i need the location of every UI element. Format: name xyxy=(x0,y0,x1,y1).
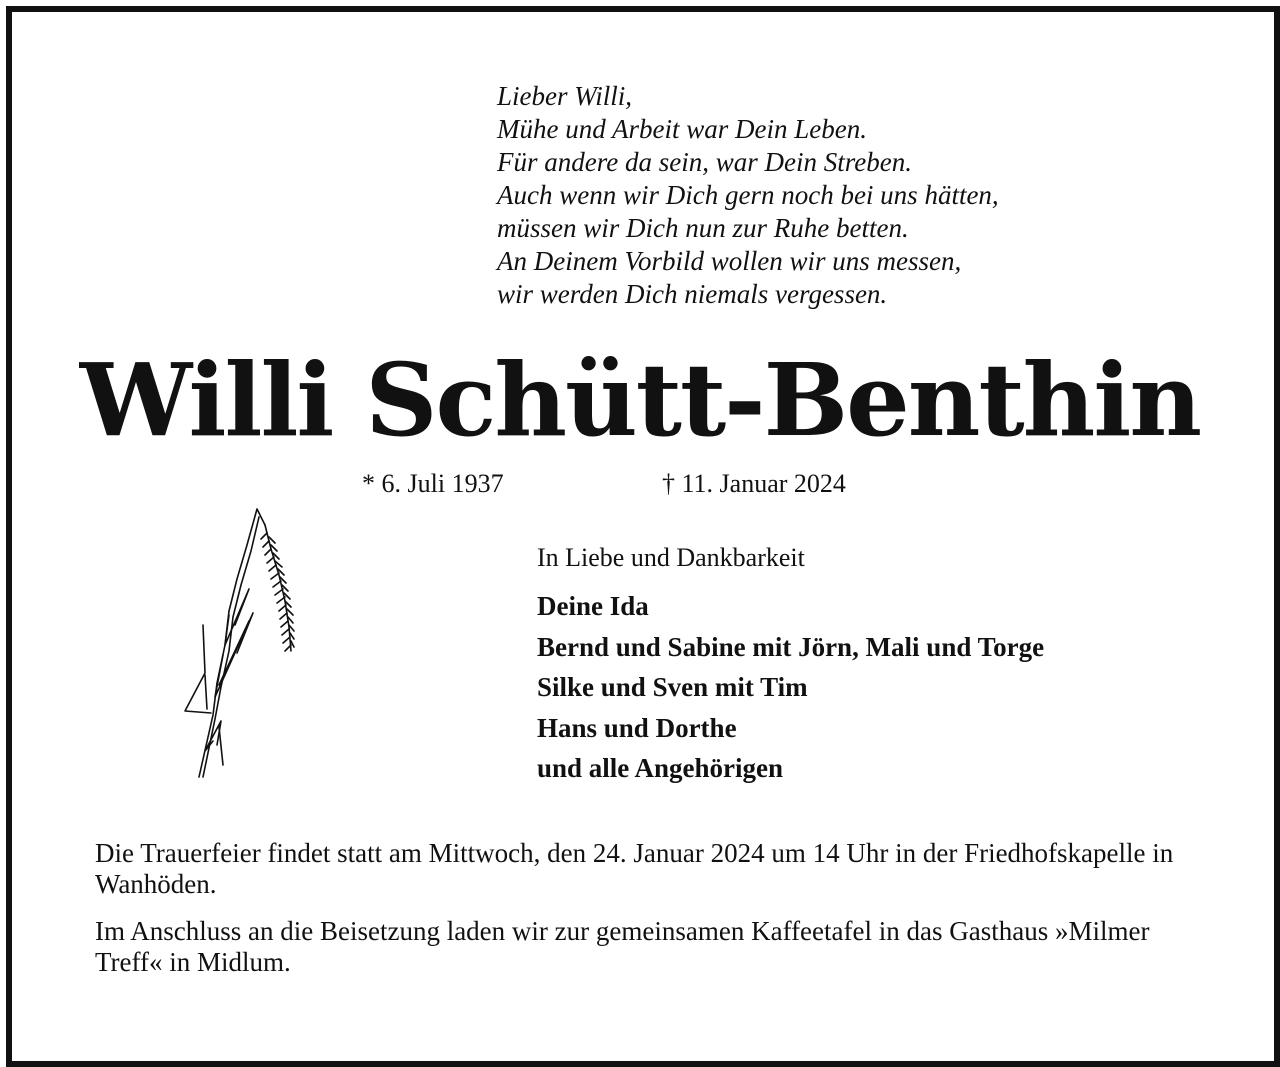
deceased-name: Willi Schütt-Benthin xyxy=(79,341,1201,459)
funeral-notice: Die Trauerfeier findet statt am Mittwoch, den 24. Januar 2024 um 14 Uhr in der Friedhofskapelle in Wanhöden. xyxy=(95,838,1174,899)
family-member: Hans und Dorthe xyxy=(537,712,737,743)
family-intro: In Liebe und Dankbarkeit xyxy=(537,543,805,572)
family-member: Deine Ida xyxy=(537,591,649,621)
poem-line: Für andere da sein, war Dein Streben. xyxy=(497,147,912,177)
poem-line: wir werden Dich niemals vergessen. xyxy=(497,279,888,309)
poem-line: An Deinem Vorbild wollen wir uns messen, xyxy=(497,246,962,276)
family-section xyxy=(537,540,1044,789)
death-date: † 11. Januar 2024 xyxy=(662,469,846,498)
grass-stalk-icon xyxy=(175,505,305,785)
poem-line: Mühe und Arbeit war Dein Leben. xyxy=(497,114,867,144)
birth-date: * 6. Juli 1937 xyxy=(362,469,504,498)
reception-notice: Im Anschluss an die Beisetzung laden wir zur gemeinsamen Kaffeetafel in das Gasthaus »Milmer Treff« in Midlum. xyxy=(95,916,1150,977)
poem-line: Auch wenn wir Dich gern noch bei uns hätten, xyxy=(497,180,999,210)
poem-line: müssen wir Dich nun zur Ruhe betten. xyxy=(497,213,909,243)
family-member: Bernd und Sabine mit Jörn, Mali und Torge xyxy=(537,631,1045,662)
poem xyxy=(497,80,999,311)
poem-line: Lieber Willi, xyxy=(497,81,632,111)
family-member: Silke und Sven mit Tim xyxy=(537,672,808,702)
family-member: und alle Angehörigen xyxy=(537,753,784,783)
